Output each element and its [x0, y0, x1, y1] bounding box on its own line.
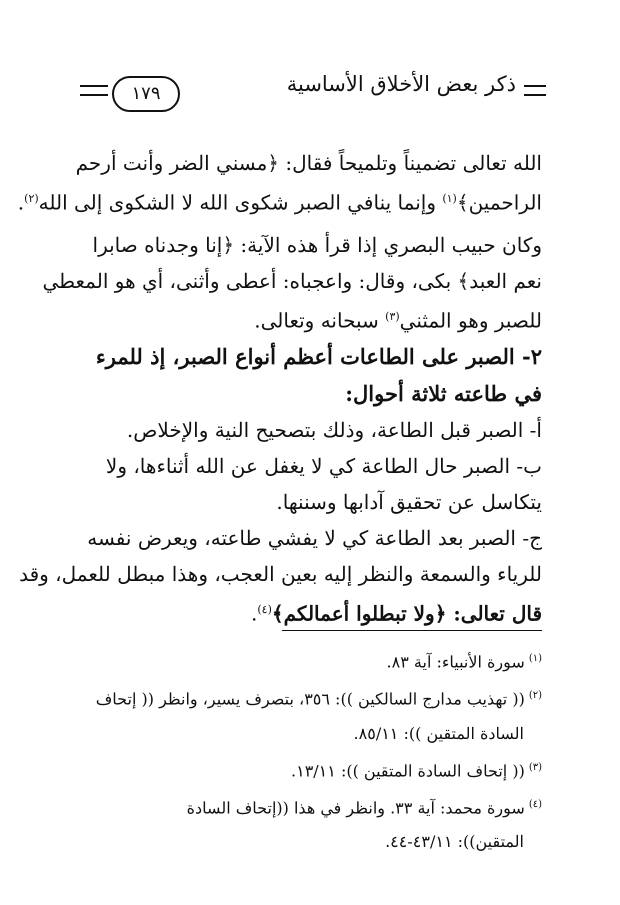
footnote-ref: (٤) — [257, 603, 272, 617]
footnote-ref: (٣) — [385, 309, 400, 323]
section-heading: ٢- الصبر على الطاعات أعظم أنواع الصبر، إذ للمرء — [95, 344, 542, 370]
footnote-ref: (١) — [442, 192, 457, 205]
page-header — [80, 60, 546, 120]
text-line: وكان حبيب البصري إذا قرأ هذه الآية: ﴿إنا وجدناه صابرا — [92, 232, 542, 257]
section-heading: في طاعته ثلاثة أحوال: — [345, 381, 542, 407]
text-line: الراحمين﴾$^{(١)}$ وإنما ينافي الصبر شكوى الله لا الشكوى إلى الله$^{(٢)}$. — [17, 190, 542, 215]
text-line: يتكاسل عن تحقيق آدابها وسننها. — [276, 490, 542, 515]
footnote: $^{(١)}$سورة الأنبياء: آية ٨٣. — [386, 652, 542, 672]
footnote: $^{(٤)}$سورة محمد: آية ٣٣. وانظر في هذا ((إتحاف السادة — [186, 798, 542, 818]
text-line: الله تعالى تضميناً وتلميحاً فقال: ﴿مسني الضر وأنت أرحم — [75, 151, 542, 175]
text-line: قال تعالى: ﴿ولا تبطلوا أعمالكم﴾$^{(٤)}$. — [251, 601, 542, 626]
text-line: للرياء والسمعة والنظر إليه بعين العجب، وهذا مبطل للعمل، وقد — [19, 562, 542, 587]
text-line: للصبر وهو المثني$^{(٣)}$ سبحانه وتعالى. — [254, 308, 542, 333]
footnote: $^{(٢)}$(( تهذيب مدارج السالكين )): ٣٥٦، بتصرف يسير، وانظر (( إتحاف — [95, 689, 542, 709]
footnote-ref: (٢) — [24, 192, 39, 205]
header-rule-left — [80, 85, 108, 96]
header-rule-right — [524, 85, 546, 96]
list-item: ج- الصبر بعد الطاعة كي لا يفشي طاعته، ويعرض نفسه — [87, 526, 542, 551]
footnote: $^{(٣)}$(( إتحاف السادة المتقين )): ١٣/١١. — [291, 760, 542, 780]
running-title: ذكر بعض الأخلاق الأساسية — [286, 72, 516, 96]
footnote-divider — [282, 630, 542, 631]
list-item: أ- الصبر قبل الطاعة، وذلك بتصحيح النية والإخلاص. — [126, 418, 542, 443]
main-text — [17, 145, 542, 632]
list-item: ب- الصبر حال الطاعة كي لا يغفل عن الله أثناءها، ولا — [105, 454, 542, 479]
text-line: نعم العبد﴾ بكى، وقال: واعجباه: أعطى وأثنى، أي هو المعطي — [42, 268, 542, 293]
footnote-continuation: السادة المتقين )): ٨٥/١١. — [353, 723, 524, 743]
footnote-continuation: المتقين)): ٤٣/١١-٤٤. — [385, 832, 524, 852]
page-number: ١٧٩ — [112, 76, 180, 112]
footnotes — [76, 642, 542, 859]
